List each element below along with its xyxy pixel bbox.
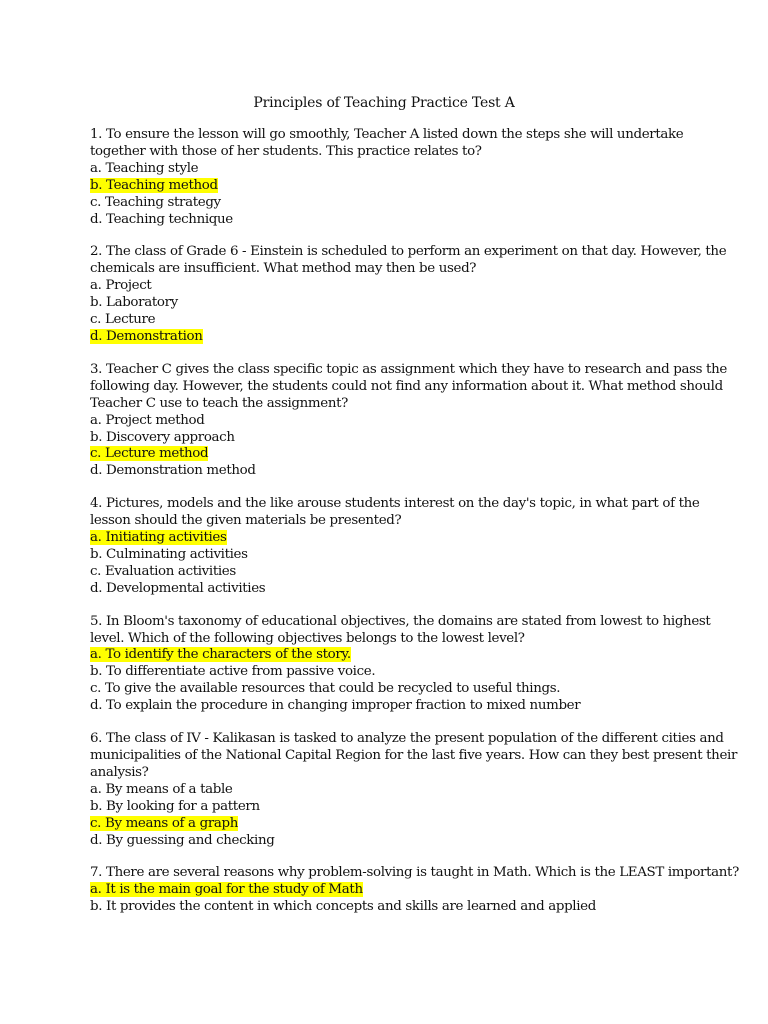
option-text: b. By looking for a pattern bbox=[90, 798, 260, 814]
option-text: a. Project method bbox=[90, 412, 205, 428]
question-4 bbox=[90, 496, 700, 597]
answer-option bbox=[90, 564, 690, 581]
question-3 bbox=[90, 361, 727, 480]
answer-option bbox=[90, 312, 690, 329]
answer-option bbox=[90, 799, 690, 816]
question-stem-line: analysis? bbox=[90, 764, 149, 780]
option-text: b. Teaching method bbox=[90, 177, 218, 193]
question-stem-line: 5. In Bloom's taxonomy of educational objectives, the domains are stated from lowest to highest bbox=[90, 613, 711, 629]
answer-option bbox=[90, 833, 690, 850]
option-text: b. To differentiate active from passive voice. bbox=[90, 664, 376, 680]
question-stem-line: 4. Pictures, models and the like arouse students interest on the day's topic, in what part of the bbox=[90, 496, 700, 512]
option-text: b. It provides the content in which concepts and skills are learned and applied bbox=[90, 899, 596, 915]
option-text: d. Demonstration method bbox=[90, 463, 256, 479]
question-2 bbox=[90, 244, 727, 345]
answer-option bbox=[90, 161, 690, 178]
option-text: a. Project bbox=[90, 278, 152, 294]
option-text: c. Lecture method bbox=[90, 446, 209, 462]
option-text: a. It is the main goal for the study of Math bbox=[90, 882, 363, 898]
question-stem-line: 1. To ensure the lesson will go smoothly, Teacher A listed down the steps she will undertake bbox=[90, 127, 684, 142]
option-text: c. Teaching strategy bbox=[90, 194, 221, 210]
option-text: d. To explain the procedure in changing improper fraction to mixed number bbox=[90, 698, 581, 714]
option-text: a. Teaching style bbox=[90, 160, 199, 176]
answer-option-highlighted bbox=[90, 816, 690, 833]
question-7 bbox=[90, 865, 739, 916]
question-stem-line: level. Which of the following objectives belongs to the lowest level? bbox=[90, 630, 525, 646]
answer-option bbox=[90, 212, 690, 229]
question-stem-line: 3. Teacher C gives the class specific topic as assignment which they have to research and pass the bbox=[90, 361, 727, 377]
answer-option-highlighted bbox=[90, 882, 690, 899]
answer-option bbox=[90, 278, 690, 295]
question-stem-line: municipalities of the National Capital Region for the last five years. How can they best present their bbox=[90, 748, 738, 763]
question-stem-line: 7. There are several reasons why problem-solving is taught in Math. Which is the LEAST important? bbox=[90, 865, 739, 881]
option-text: d. Teaching technique bbox=[90, 211, 233, 227]
option-text: a. To identify the characters of the story. bbox=[90, 647, 351, 663]
option-text: b. Laboratory bbox=[90, 295, 178, 311]
answer-option bbox=[90, 295, 690, 312]
option-text: a. Initiating activities bbox=[90, 530, 227, 546]
answer-option bbox=[90, 899, 690, 916]
question-1 bbox=[90, 127, 690, 228]
option-text: c. By means of a graph bbox=[90, 815, 238, 831]
question-6 bbox=[90, 731, 738, 849]
answer-option bbox=[90, 581, 690, 598]
question-list bbox=[90, 127, 739, 932]
option-text: a. By means of a table bbox=[90, 781, 233, 797]
answer-option bbox=[90, 681, 690, 698]
question-stem-line: together with those of her students. This practice relates to? bbox=[90, 143, 482, 159]
answer-option bbox=[90, 664, 690, 681]
option-text: d. By guessing and checking bbox=[90, 832, 275, 848]
answer-option bbox=[90, 698, 690, 715]
question-stem-line: Teacher C use to teach the assignment? bbox=[90, 395, 348, 411]
answer-option bbox=[90, 430, 690, 447]
answer-option bbox=[90, 195, 690, 212]
option-text: c. Lecture bbox=[90, 312, 156, 328]
question-stem-line: chemicals are insufficient. What method may then be used? bbox=[90, 261, 477, 277]
answer-option-highlighted bbox=[90, 329, 690, 346]
answer-option-highlighted bbox=[90, 647, 690, 664]
answer-option bbox=[90, 463, 690, 480]
answer-option bbox=[90, 413, 690, 430]
answer-option-highlighted bbox=[90, 178, 690, 195]
question-5 bbox=[90, 613, 711, 715]
option-text: c. Evaluation activities bbox=[90, 563, 236, 579]
question-stem-line: 6. The class of IV - Kalikasan is tasked to analyze the present population of the different cities and bbox=[90, 731, 724, 747]
question-stem-line: following day. However, the students could not find any information about it. What method should bbox=[90, 378, 723, 394]
answer-option bbox=[90, 547, 690, 564]
question-stem-line: 2. The class of Grade 6 - Einstein is scheduled to perform an experiment on that day. However, the bbox=[90, 244, 727, 260]
answer-option-highlighted bbox=[90, 446, 690, 463]
answer-option-highlighted bbox=[90, 530, 690, 547]
option-text: b. Discovery approach bbox=[90, 429, 235, 445]
option-text: d. Demonstration bbox=[90, 328, 203, 344]
page-title: Principles of Teaching Practice Test A bbox=[253, 95, 515, 111]
option-text: d. Developmental activities bbox=[90, 580, 266, 596]
answer-option bbox=[90, 782, 690, 799]
option-text: b. Culminating activities bbox=[90, 546, 248, 562]
question-stem-line: lesson should the given materials be presented? bbox=[90, 513, 402, 529]
option-text: c. To give the available resources that could be recycled to useful things. bbox=[90, 681, 561, 697]
